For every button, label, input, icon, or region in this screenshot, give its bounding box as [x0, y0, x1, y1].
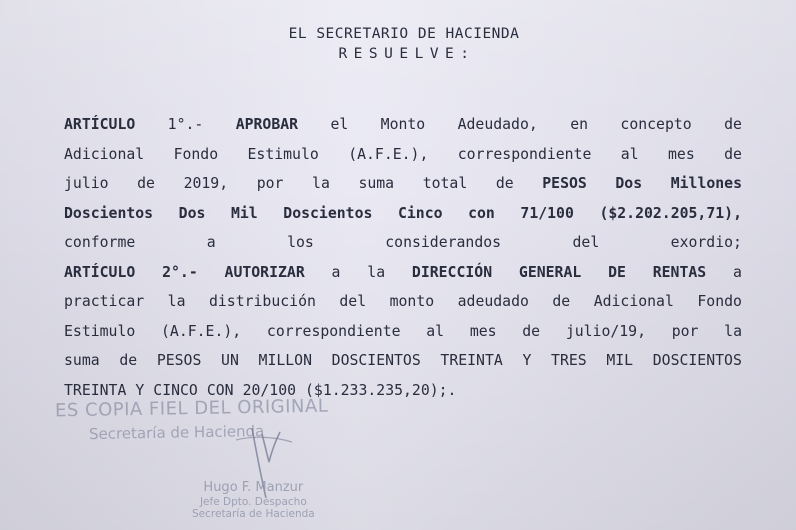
word: al: [620, 145, 639, 163]
word: la: [724, 322, 742, 340]
word: del: [339, 293, 367, 310]
word: monto: [389, 293, 435, 310]
word: DIRECCIÓN: [411, 263, 493, 281]
word: de: [724, 116, 742, 133]
word: mes: [469, 322, 497, 340]
word: de: [137, 175, 155, 192]
word: concepto: [620, 116, 692, 133]
word: Adicional: [64, 145, 145, 163]
word: DE: [608, 263, 626, 281]
word: TRES: [551, 352, 587, 369]
word: en: [570, 116, 589, 133]
word: Millones: [670, 175, 742, 192]
word: AUTORIZAR: [224, 263, 305, 281]
word: APROBAR: [235, 116, 299, 133]
word: (A.F.E.),: [348, 145, 429, 163]
word: 20/100: [242, 381, 297, 399]
text-line: [64, 317, 742, 347]
stamp-line-2: Secretaría de Hacienda: [88, 422, 265, 444]
word: ($2.202.205,71),: [599, 204, 742, 222]
signatory-department: Secretaría de Hacienda: [192, 508, 315, 520]
word: Y: [135, 381, 145, 399]
text-line: [64, 287, 742, 317]
signatory-role: Jefe Dpto. Despacho: [199, 496, 307, 508]
word: Dos: [178, 204, 206, 222]
word: Mil: [230, 204, 258, 222]
word: total: [422, 175, 468, 192]
word: Estimulo: [247, 145, 319, 163]
text-line: [64, 140, 742, 170]
word: el: [330, 116, 349, 133]
word: CINCO: [153, 381, 198, 399]
word: Adeudado,: [457, 116, 538, 133]
word: al: [426, 322, 445, 340]
signatory-name: Hugo F. Manzur: [203, 480, 304, 495]
word: TREINTA: [440, 352, 503, 369]
word: 2°.-: [162, 263, 198, 281]
word: CON: [206, 381, 234, 399]
word: de: [522, 322, 541, 340]
word: PESOS: [542, 175, 587, 192]
word: 2019,: [183, 175, 229, 192]
word: adeudado: [457, 293, 529, 310]
signature-block: [192, 480, 315, 520]
word: Y: [522, 352, 532, 369]
word: 71/100: [520, 204, 574, 222]
word: a: [206, 234, 216, 251]
word: Cinco: [397, 204, 443, 222]
word: conforme: [64, 234, 136, 251]
word: GENERAL: [518, 263, 582, 281]
word: PESOS: [156, 352, 202, 369]
word: Dos: [615, 175, 643, 192]
word: ARTÍCULO: [64, 116, 136, 133]
word: por: [671, 322, 699, 340]
word: mes: [668, 145, 695, 163]
header-title: EL SECRETARIO DE HACIENDA: [288, 26, 520, 42]
text-line: [64, 110, 742, 140]
word: correspondiente: [266, 322, 401, 340]
word: ARTÍCULO: [64, 263, 136, 281]
word: de: [495, 175, 514, 192]
word: Doscientos: [64, 204, 154, 222]
word: TREINTA: [64, 381, 127, 399]
word: julio: [64, 175, 109, 192]
resolution-body: [64, 110, 742, 405]
word: (A.F.E.),: [161, 322, 242, 340]
word: Fondo: [173, 145, 219, 163]
word: de: [119, 352, 138, 369]
word: Adicional: [593, 293, 674, 310]
word: del: [572, 234, 600, 251]
word: la: [367, 263, 386, 281]
word: DOSCIENTOS: [652, 352, 742, 369]
word: julio/19,: [565, 322, 646, 340]
word: la: [167, 293, 186, 310]
text-line: [64, 258, 742, 288]
word: a: [331, 263, 341, 281]
stamp-line-1: ES COPIA FIEL DEL ORIGINAL: [54, 395, 329, 422]
word: DOSCIENTOS: [331, 352, 421, 369]
text-line: [64, 199, 742, 229]
word: la: [312, 175, 330, 192]
word: MIL: [606, 352, 634, 369]
text-line: [64, 169, 742, 199]
word: suma: [358, 175, 395, 192]
word: Estimulo: [64, 322, 136, 340]
word: ($1.233.235,20);.: [305, 381, 457, 399]
word: Monto: [380, 116, 426, 133]
word: de: [552, 293, 571, 310]
word: UN: [221, 352, 239, 369]
word: practicar: [64, 293, 145, 310]
word: considerandos: [385, 234, 502, 251]
text-line: [64, 228, 742, 258]
word: distribución: [208, 293, 316, 310]
word: los: [287, 234, 314, 251]
header-subtitle: RESUELVE:: [338, 46, 476, 62]
word: con: [468, 204, 495, 222]
word: a: [733, 263, 742, 281]
word: correspondiente: [457, 145, 592, 163]
document-header: [0, 24, 796, 64]
word: de: [724, 145, 742, 163]
word: 1°.-: [167, 116, 204, 133]
word: por: [256, 175, 284, 192]
word: MILLON: [258, 352, 312, 369]
text-line: [64, 346, 742, 376]
word: Fondo: [697, 293, 742, 310]
word: suma: [64, 352, 100, 369]
word: Doscientos: [283, 204, 373, 222]
word: exordio;: [670, 234, 742, 251]
word: RENTAS: [652, 263, 707, 281]
